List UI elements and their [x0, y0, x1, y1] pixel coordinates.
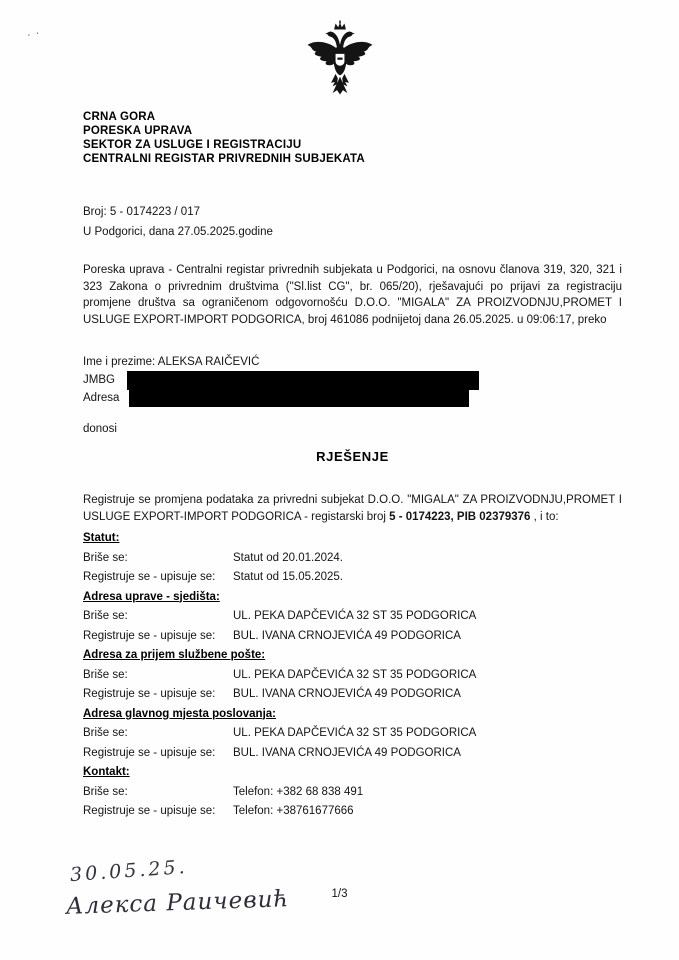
handwritten-signature: Алекса Раичевић [65, 886, 290, 920]
scan-artifact: · · [25, 26, 42, 42]
section-heading: Statut: [83, 532, 120, 544]
section-heading: Adresa uprave - sjedišta: [83, 590, 220, 603]
address-redaction-bar [129, 390, 469, 407]
row-value: Statut od 15.05.2025. [233, 571, 343, 583]
row-value: Telefon: +382 68 838 491 [233, 785, 364, 798]
section-row [83, 549, 622, 569]
row-label: Registruje se - upisuje se: [83, 688, 216, 700]
letterhead-country: CRNA GORA [83, 111, 156, 123]
row-label: Registruje se - upisuje se: [83, 805, 216, 817]
row-label: Briše se: [83, 727, 128, 739]
document-meta [83, 202, 622, 242]
address-label: Adresa [83, 392, 120, 404]
row-value: UL. PEKA DAPČEVIĆA 32 ST 35 PODGORICA [233, 610, 477, 622]
decision-paragraph [83, 492, 622, 525]
section-kontakt [83, 763, 622, 822]
row-value: BUL. IVANA CRNOJEVIĆA 49 PODGORICA [233, 688, 461, 700]
row-value: BUL. IVANA CRNOJEVIĆA 49 PODGORICA [233, 629, 461, 642]
section-row [83, 783, 622, 803]
letterhead-org: PORESKA UPRAVA [83, 125, 193, 137]
document-content [0, 110, 679, 822]
section-heading: Kontakt: [83, 766, 130, 778]
applicant-address-line [83, 390, 622, 407]
row-value: Statut od 20.01.2024. [233, 551, 343, 564]
pib-number: PIB 02379376 [456, 510, 531, 523]
section-row [83, 685, 622, 705]
row-value: UL. PEKA DAPČEVIĆA 32 ST 35 PODGORICA [233, 668, 477, 681]
row-value: UL. PEKA DAPČEVIĆA 32 ST 35 PODGORICA [233, 727, 477, 739]
section-row [83, 802, 622, 822]
row-label: Briše se: [83, 785, 128, 798]
applicant-jmbg-line [83, 371, 622, 390]
applicant-block [83, 354, 622, 407]
row-label: Briše se: [83, 668, 128, 681]
intro-paragraph: Poreska uprava - Centralni registar privrednih subjekata u Podgorici, na osnovu članova 319, 320, 321 i 323 Zakona o privrednim društvima ("Sl.list CG", br. 065/20), rješavajući po prijavi za registraciju promjene društva sa ograničenom odgovornošću D.O.O. "MIGALA" ZA PROIZVODNJU,PROMET I USLUGE EXPORT-IMPORT PODGORICA, broj 461086 podnijetoj dana 26.05.2025. u 09:06:17, preko [83, 264, 622, 326]
section-heading: Adresa glavnog mjesta poslovanja: [83, 707, 277, 720]
section-row [83, 568, 622, 588]
montenegro-coat-of-arms-icon [303, 20, 377, 104]
jmbg-label: JMBG [83, 374, 115, 386]
changes-list [83, 529, 622, 822]
registry-number: 5 - 0174223, [389, 510, 454, 523]
row-value: Telefon: +38761677666 [233, 805, 354, 817]
place-and-date: U Podgorici, dana 27.05.2025.godine [83, 226, 273, 238]
letterhead-registry: CENTRALNI REGISTAR PRIVREDNIH SUBJEKATA [83, 153, 365, 165]
section-adresa-poslovanja [83, 705, 622, 764]
section-adresa-poste [83, 646, 622, 705]
row-value: BUL. IVANA CRNOJEVIĆA 49 PODGORICA [233, 746, 461, 759]
section-row [83, 607, 622, 627]
document-number: Broj: 5 - 0174223 / 017 [83, 206, 200, 218]
section-row [83, 724, 622, 744]
section-row [83, 744, 622, 764]
row-label: Registruje se - upisuje se: [83, 571, 216, 583]
section-heading: Adresa za prijem službene pošte: [83, 649, 266, 661]
letterhead [83, 110, 622, 166]
applicant-name-line: Ime i prezime: ALEKSA RAIČEVIĆ [83, 356, 260, 368]
row-label: Briše se: [83, 551, 128, 564]
decision-seg5: , i to: [530, 510, 559, 523]
section-row [83, 666, 622, 686]
page-number: 1/3 [331, 888, 348, 900]
row-label: Registruje se - upisuje se: [83, 629, 216, 642]
jmbg-redaction-bar [127, 371, 479, 390]
donosi-line: donosi [83, 423, 117, 435]
section-statut [83, 529, 622, 588]
section-row [83, 627, 622, 647]
section-adresa-uprave [83, 588, 622, 647]
decision-title: RJEŠENJE [316, 449, 389, 464]
row-label: Registruje se - upisuje se: [83, 746, 216, 759]
handwritten-date: 30.05.25. [69, 855, 189, 887]
decision-seg1: Registruje se promjena podataka za privredni subjekat D.O.O. "MIGALA" ZA PROIZVODNJU,PROMET I USLUGE EXPORT-IMPORT PODGORICA - registarski broj [83, 494, 622, 523]
row-label: Briše se: [83, 610, 128, 622]
letterhead-sector: SEKTOR ZA USLUGE I REGISTRACIJU [83, 139, 302, 151]
